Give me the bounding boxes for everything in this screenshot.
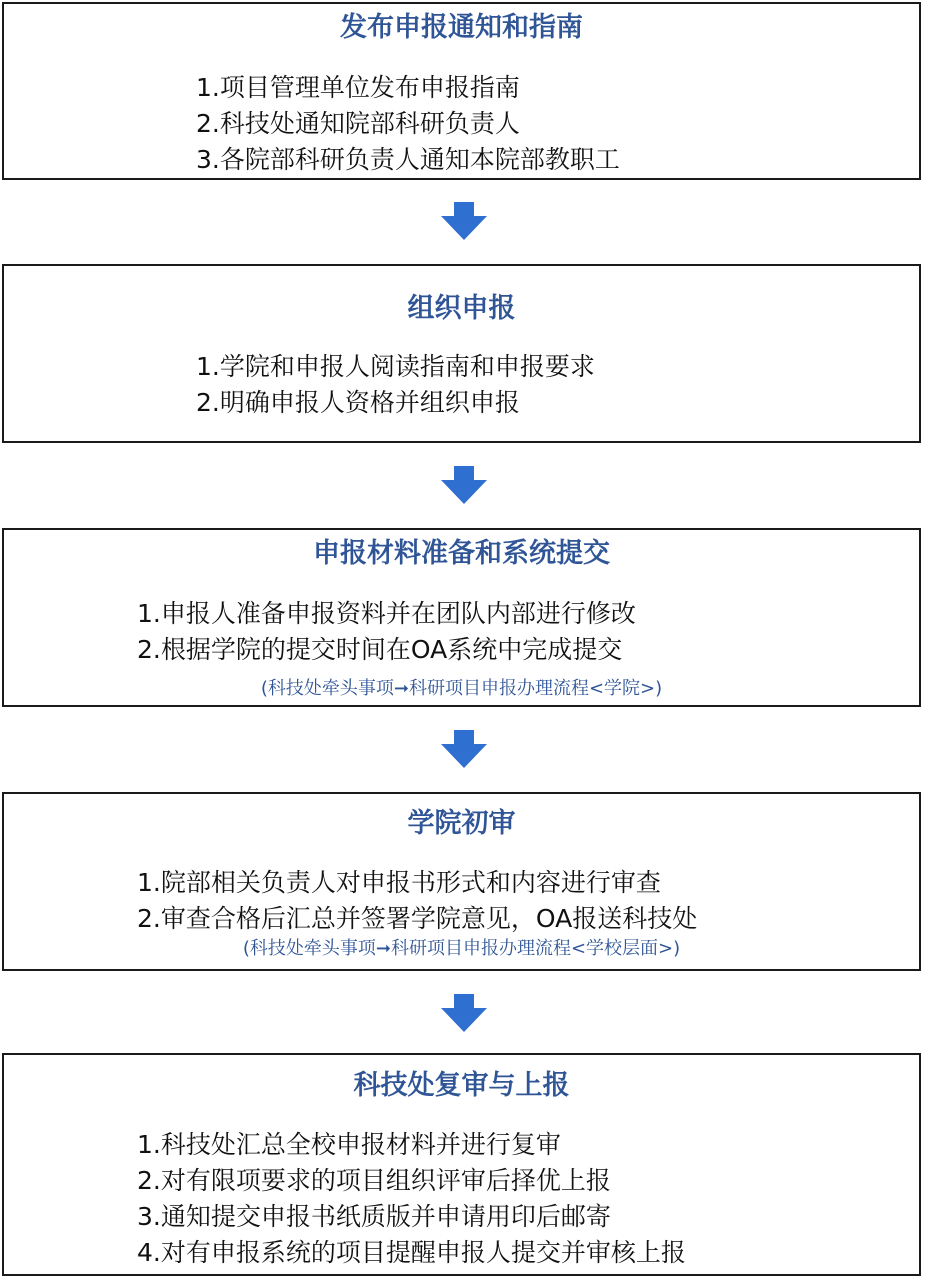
step-item: 4.对有申报系统的项目提醒申报人提交并审核上报 bbox=[137, 1238, 686, 1267]
stage-steps bbox=[137, 596, 636, 668]
step-item: 2.明确申报人资格并组织申报 bbox=[196, 388, 520, 417]
stage-title: 申报材料准备和系统提交 bbox=[313, 538, 610, 569]
stage-steps bbox=[196, 349, 595, 421]
stage-title: 学院初审 bbox=[407, 808, 516, 839]
step-item: 1.申报人准备申报资料并在团队内部进行修改 bbox=[137, 599, 636, 628]
stage-box-college-review bbox=[2, 792, 921, 971]
stage-steps bbox=[196, 70, 620, 178]
stage-title: 组织申报 bbox=[407, 293, 516, 324]
stage-steps bbox=[137, 865, 697, 937]
stage-title: 发布申报通知和指南 bbox=[340, 12, 583, 43]
process-reference-note: (科技处牵头事项➞科研项目申报办理流程<学院>) bbox=[260, 678, 663, 699]
step-item: 2.对有限项要求的项目组织评审后择优上报 bbox=[137, 1166, 611, 1195]
flow-arrow-down-icon bbox=[441, 466, 487, 504]
stage-title: 科技处复审与上报 bbox=[353, 1070, 570, 1101]
stage-box-organize bbox=[2, 264, 921, 443]
step-item: 3.各院部科研负责人通知本院部教职工 bbox=[196, 145, 620, 174]
step-item: 3.通知提交申报书纸质版并申请用印后邮寄 bbox=[137, 1202, 611, 1231]
flow-arrow-down-icon bbox=[441, 730, 487, 768]
stage-box-publish-notice bbox=[2, 2, 921, 180]
stage-steps bbox=[137, 1127, 686, 1271]
flow-arrow-down-icon bbox=[441, 994, 487, 1032]
step-item: 1.学院和申报人阅读指南和申报要求 bbox=[196, 352, 595, 381]
stage-box-final-review bbox=[2, 1053, 921, 1276]
process-reference-note: (科技处牵头事项➞科研项目申报办理流程<学校层面>) bbox=[242, 938, 681, 959]
step-item: 1.院部相关负责人对申报书形式和内容进行审查 bbox=[137, 868, 661, 897]
step-item: 2.审查合格后汇总并签署学院意见，OA报送科技处 bbox=[137, 904, 698, 933]
step-item: 1.项目管理单位发布申报指南 bbox=[196, 73, 520, 102]
step-item: 1.科技处汇总全校申报材料并进行复审 bbox=[137, 1130, 561, 1159]
step-item: 2.根据学院的提交时间在OA系统中完成提交 bbox=[137, 635, 623, 664]
stage-box-prepare-submit bbox=[2, 528, 921, 707]
step-item: 2.科技处通知院部科研负责人 bbox=[196, 109, 520, 138]
flow-arrow-down-icon bbox=[441, 202, 487, 240]
